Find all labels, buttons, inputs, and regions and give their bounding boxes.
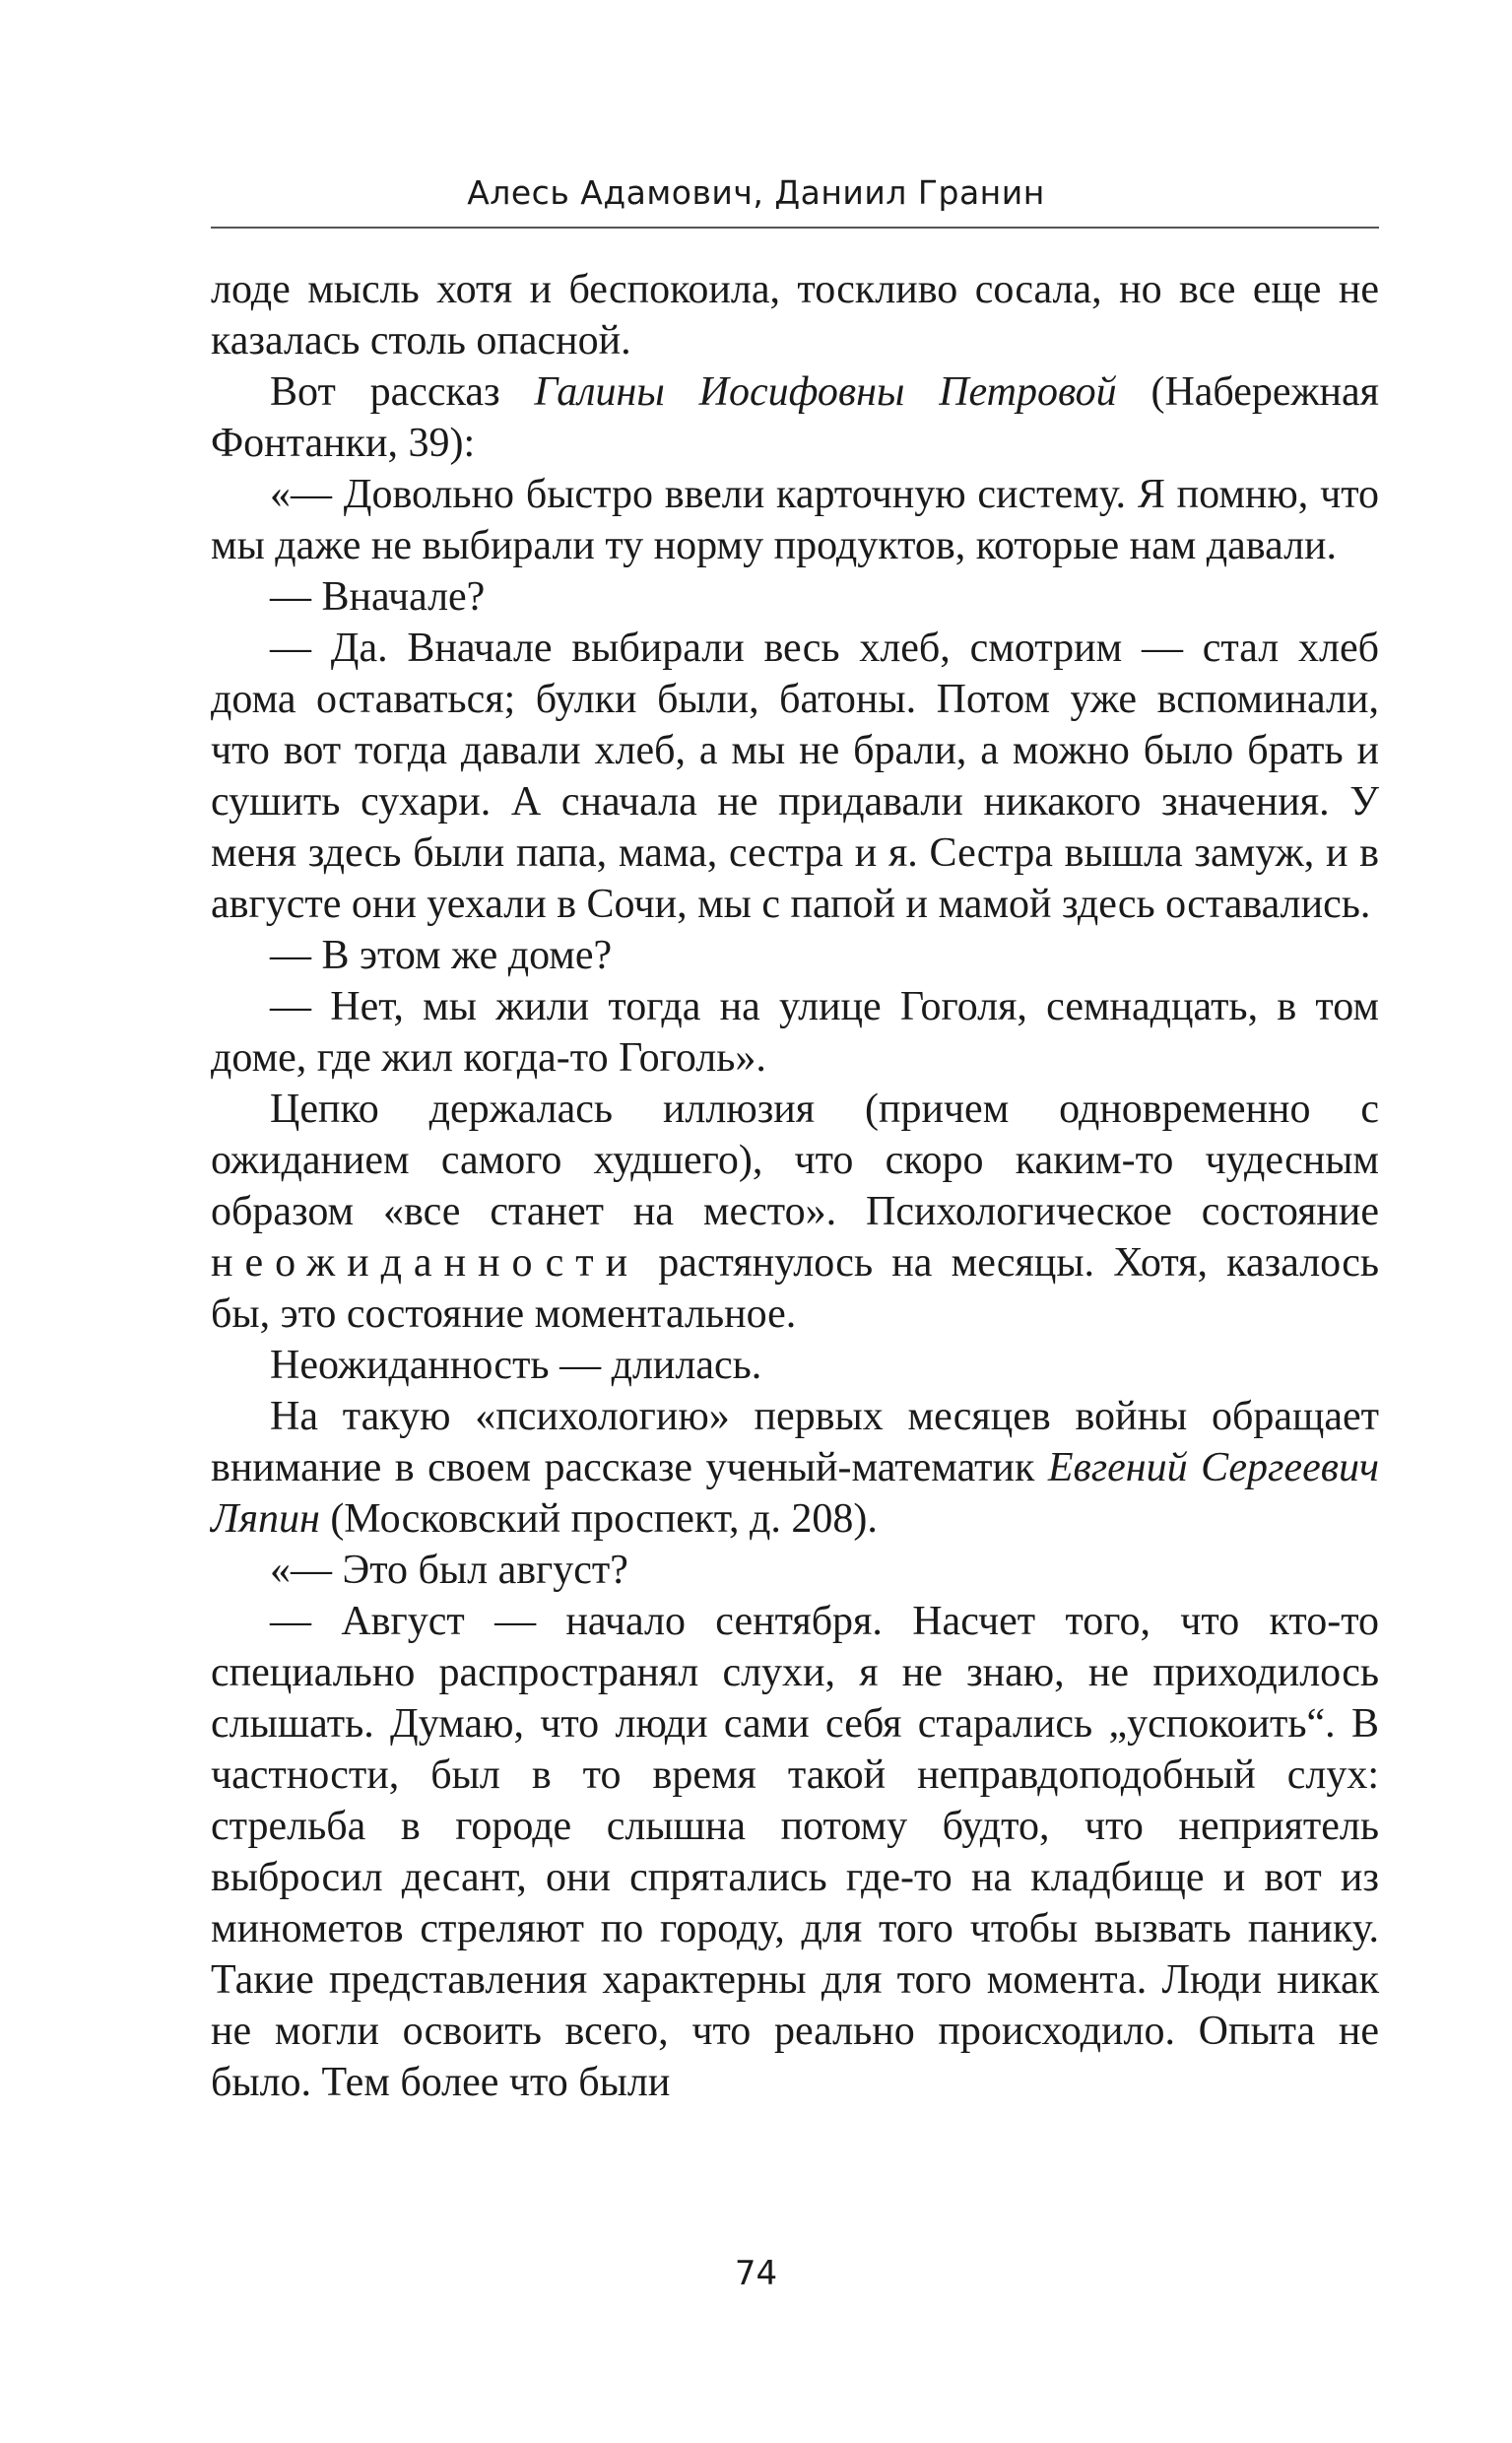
dialogue-line: — Вначале? (270, 574, 486, 620)
address-text: (Набережная Фонтанки, 39): (211, 369, 1379, 466)
witness-name-petrova: Галины Иосифовны Петровой (534, 369, 1117, 415)
witness-name-lyapin: Евгений Сергеевич Ляпин (211, 1445, 1379, 1542)
intro-text: Вот рассказ (270, 369, 535, 415)
body-text (211, 264, 1379, 2108)
running-title: Алесь Адамович, Даниил Гранин (467, 173, 1045, 212)
paragraph-short: Неожиданность — длилась. (270, 1343, 762, 1388)
header-rule (211, 227, 1379, 229)
dialogue-line: — Август — начало сентября. Насчет того, что кто-то специально распространял слухи, я не знаю, не приходилось слышать. Думаю, что люди сами себя старались „успокоить“. В частности, был в то время такой неправдоподобный слух: стрельба в городе слышна потому будто, что неприятель выбросил десант, они спрятались где-то на кладбище и вот из минометов стреляют по городу, для того чтобы вызвать панику. Такие представления характерны для того момента. Люди никак не могли освоить всего, что реально происходило. Опыта не было. Тем более что были (211, 1599, 1379, 2105)
paragraph-lyapin-intro (211, 1391, 1379, 1545)
dialogue-line: «— Это был август? (270, 1548, 628, 1593)
dialogue-line: — Нет, мы жили тогда на улице Гоголя, семнадцать, в том доме, где жил когда-то Гоголь». (211, 984, 1379, 1081)
paragraph-illusion (211, 1084, 1379, 1340)
page-number: 74 (734, 2254, 778, 2293)
dialogue-line: «— Довольно быстро ввели карточную систему. Я помню, что мы даже не выбирали ту норму продуктов, которые нам давали. (211, 472, 1379, 568)
intro-text: На такую «психологию» первых месяцев войны обращает внимание в своем рассказе ученый-математик (211, 1394, 1379, 1490)
emphasized-word: неожиданности (211, 1240, 640, 1286)
paragraph-petrova-intro (211, 366, 1379, 469)
dialogue-line: — Да. Вначале выбирали весь хлеб, смотрим — стал хлеб дома оставаться; булки были, батоны. Потом уже вспоминали, что вот тогда давали хлеб, а мы не брали, а можно было брать и сушить сухари. А сначала не придавали никакого значения. У меня здесь были папа, мама, сестра и я. Сестра вышла замуж, и в августе они уехали в Сочи, мы с папой и мамой здесь оставались. (211, 626, 1379, 927)
paragraph-continuation: лоде мысль хотя и беспокоила, тоскливо сосала, но все еще не казалась столь опасной. (211, 267, 1379, 363)
dialogue-line: — В этом же доме? (270, 933, 613, 978)
illusion-text: Цепко держалась иллюзия (причем одновременно с ожиданием самого худшего), что скоро каким-то чудесным образом «все станет на место». Психологическое состояние (211, 1087, 1379, 1234)
address-text: (Московский проспект, д. 208). (319, 1496, 878, 1542)
illusion-text-end: растянулось на месяцы. Хотя, казалось бы, это состояние моментальное. (211, 1240, 1379, 1337)
